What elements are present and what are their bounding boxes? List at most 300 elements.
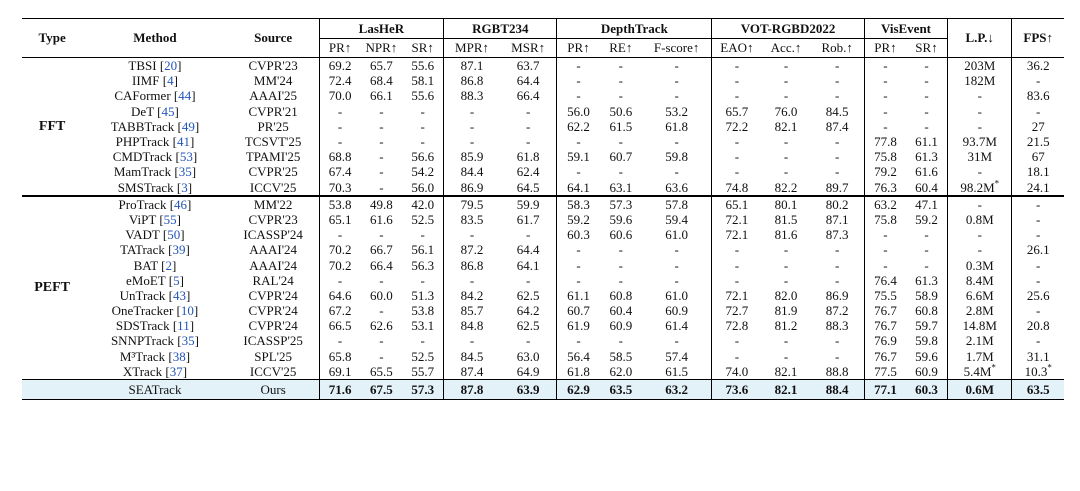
method-cell: M³Track [38]: [119, 348, 191, 364]
table-row: [22, 242, 1064, 257]
value-cell: 88.3: [444, 88, 500, 103]
table-row: [22, 119, 1064, 134]
lp-value: -: [977, 103, 982, 119]
value-cell: 61.1: [915, 134, 938, 150]
value-cell: 61.5: [609, 118, 633, 134]
value-cell: 79.2: [864, 164, 906, 179]
citation-ref: 11: [177, 318, 190, 334]
value-cell: 62.2: [557, 119, 600, 134]
table-row: [22, 349, 1064, 364]
fps-cell: [1012, 88, 1064, 103]
value-cell: 70.2: [319, 242, 361, 257]
table-row: [22, 134, 1064, 149]
value-cell: 64.1: [557, 180, 600, 196]
lp-value: 2.8M: [965, 303, 994, 319]
value-cell: 66.4: [370, 257, 393, 273]
method-name: VADT: [125, 227, 160, 243]
value-cell: -: [834, 242, 840, 258]
value-cell: -: [674, 134, 679, 150]
value-cell: 60.9: [609, 318, 633, 334]
lp-value: 8.4M: [965, 272, 994, 288]
value-cell: -: [674, 257, 679, 273]
value-cell: 64.9: [516, 363, 540, 379]
value-cell: -: [618, 242, 623, 258]
value-cell: -: [712, 242, 762, 257]
value-cell: 76.7: [864, 349, 906, 364]
method-cell: UnTrack [43]: [119, 287, 191, 303]
value-cell: -: [379, 103, 384, 119]
value-cell: -: [924, 118, 929, 134]
value-cell: 62.4: [516, 164, 540, 180]
value-cell: 84.5: [444, 349, 500, 364]
value-cell: -: [557, 257, 600, 272]
table-row: [22, 227, 1064, 242]
value-cell: -: [834, 333, 840, 349]
value-cell: 61.9: [557, 318, 600, 333]
fps-cell: [1012, 303, 1064, 318]
value-cell: 68.4: [370, 73, 393, 89]
value-cell: 64.5: [516, 179, 540, 195]
value-cell: -: [924, 242, 929, 258]
fps-value: -: [1036, 196, 1041, 212]
citation-ref: 41: [176, 134, 190, 150]
method-name: MamTrack: [113, 164, 172, 180]
fps-value: 27: [1031, 118, 1045, 134]
value-cell: 63.6: [665, 179, 689, 195]
value-cell: 65.8: [319, 349, 361, 364]
value-cell: 76.7: [864, 303, 906, 318]
metric-header: PR↑: [557, 39, 600, 58]
value-cell: -: [783, 88, 789, 104]
citation-ref: 20: [164, 58, 178, 74]
value-cell: -: [525, 333, 531, 349]
value-cell: 49.8: [370, 196, 393, 212]
value-cell: -: [379, 118, 384, 134]
method-name: SDSTrack: [115, 318, 170, 334]
value-cell: 86.8: [444, 257, 500, 272]
value-cell: -: [864, 88, 906, 103]
lp-value: 2.1M: [965, 333, 994, 349]
method-source: CVPR'23: [248, 211, 298, 227]
fps-cell: [1012, 58, 1064, 74]
method-source: AAAI'25: [249, 88, 298, 104]
value-cell: 60.7: [609, 149, 633, 165]
value-cell: -: [783, 333, 789, 349]
value-cell: 87.8: [444, 379, 500, 399]
value-cell: -: [319, 333, 361, 348]
value-cell: -: [712, 58, 762, 74]
fps-cell: [1012, 242, 1064, 257]
citation-ref: 50: [167, 227, 181, 243]
value-cell: 88.8: [825, 363, 849, 379]
metric-header: RE↑: [609, 40, 633, 55]
method-name: CAFormer: [114, 88, 171, 104]
value-cell: 56.3: [411, 257, 435, 273]
value-cell: -: [834, 58, 840, 74]
citation-ref: 35: [178, 164, 192, 180]
value-cell: -: [444, 273, 500, 288]
value-cell: -: [924, 257, 929, 273]
value-cell: 87.2: [825, 303, 849, 319]
lp-cell: [948, 242, 1012, 257]
value-cell: 84.2: [444, 288, 500, 303]
value-cell: -: [618, 58, 623, 74]
value-cell: -: [924, 73, 929, 89]
method-cell: DeT [45]: [131, 103, 179, 119]
value-cell: -: [618, 134, 623, 150]
lp-cell: [948, 333, 1012, 348]
fps-value: -: [1036, 257, 1041, 273]
method-cell: ProTrack [46]: [118, 196, 192, 212]
value-cell: -: [924, 58, 929, 74]
value-cell: 61.3: [915, 149, 938, 165]
metric-header: EAO↑: [712, 39, 762, 58]
value-cell: -: [834, 88, 840, 104]
value-cell: 65.7: [712, 104, 762, 119]
citation-ref: 46: [174, 196, 188, 212]
value-cell: 57.3: [609, 196, 633, 212]
value-cell: 63.5: [600, 379, 643, 399]
value-cell: -: [712, 257, 762, 272]
value-cell: -: [319, 227, 361, 242]
method-cell: VADT [50]: [125, 227, 185, 243]
fps-value: -: [1036, 73, 1041, 89]
fps-value: 26.1: [1026, 242, 1050, 258]
lp-value: 1.7M: [965, 348, 994, 364]
value-cell: 60.9: [665, 303, 689, 319]
metric-header: SR↑: [915, 40, 938, 55]
value-cell: 86.9: [444, 180, 500, 196]
lp-value: -: [977, 88, 982, 104]
value-cell: 61.3: [915, 272, 938, 288]
metric-header: NPR↑: [365, 40, 398, 55]
value-cell: 70.3: [319, 180, 361, 196]
method-name: M³Track: [119, 348, 166, 364]
value-cell: -: [674, 88, 679, 104]
value-cell: 59.7: [915, 318, 938, 334]
value-cell: -: [783, 348, 789, 364]
value-cell: 56.0: [411, 179, 435, 195]
group-depthtrack-header: DepthTrack: [557, 19, 712, 39]
value-cell: -: [783, 149, 789, 165]
lp-cell: [948, 364, 1012, 380]
table-row: [22, 212, 1064, 227]
value-cell: 72.1: [712, 288, 762, 303]
value-cell: 65.5: [370, 363, 393, 379]
lp-cell: [948, 212, 1012, 227]
fps-value: 18.1: [1026, 164, 1050, 180]
value-cell: 60.4: [915, 179, 938, 195]
value-cell: 61.4: [665, 318, 689, 334]
fps-cell: [1012, 180, 1064, 196]
value-cell: -: [834, 272, 840, 288]
value-cell: 69.2: [319, 58, 361, 74]
method-source: PR'25: [257, 118, 289, 134]
value-cell: 61.8: [516, 149, 540, 165]
method-name: DeT: [131, 103, 154, 119]
method-name: TATrack: [120, 242, 165, 258]
value-cell: 75.5: [864, 288, 906, 303]
ours-section: [22, 379, 1064, 399]
value-cell: 87.1: [825, 211, 849, 227]
citation-ref: 37: [169, 363, 183, 379]
value-cell: 77.5: [864, 364, 906, 380]
value-cell: 61.1: [557, 288, 600, 303]
value-cell: 56.4: [557, 349, 600, 364]
value-cell: -: [924, 103, 929, 119]
value-cell: -: [783, 164, 789, 180]
value-cell: -: [618, 272, 623, 288]
value-cell: 61.5: [665, 363, 689, 379]
citation-ref: 45: [161, 103, 175, 119]
value-cell: -: [420, 333, 425, 349]
method-source: RAL'24: [252, 272, 294, 288]
value-cell: -: [379, 272, 384, 288]
method-source: AAAI'24: [249, 242, 298, 258]
metric-header: Acc.↑: [770, 40, 802, 55]
citation-ref: 35: [181, 333, 195, 349]
lp-value: -: [977, 118, 982, 134]
value-cell: 62.5: [516, 287, 540, 303]
lp-cell: [948, 119, 1012, 134]
value-cell: 60.0: [370, 287, 393, 303]
value-cell: 75.8: [864, 149, 906, 164]
fps-cell: [1012, 318, 1064, 333]
method-cell: BAT [2]: [133, 257, 177, 273]
value-cell: -: [557, 273, 600, 288]
value-cell: 68.8: [319, 149, 361, 164]
value-cell: 58.3: [557, 196, 600, 212]
lp-cell: [948, 288, 1012, 303]
value-cell: 63.1: [609, 179, 633, 195]
method-source: CVPR'23: [248, 58, 298, 74]
fps-value: -: [1036, 303, 1041, 319]
method-name: IIMF: [132, 73, 160, 89]
value-cell: 66.4: [516, 88, 540, 104]
value-cell: -: [379, 149, 384, 165]
value-cell: 86.9: [825, 287, 849, 303]
lp-cell: [948, 164, 1012, 179]
method-cell: SDSTrack [11]: [115, 318, 195, 334]
value-cell: -: [834, 134, 840, 150]
method-name: SNNPTrack: [110, 333, 175, 349]
fps-value: -: [1036, 227, 1041, 243]
lp-value: 31M: [967, 149, 993, 165]
value-cell: 63.2: [864, 196, 906, 212]
value-cell: 81.9: [774, 303, 798, 319]
fps-cell: [1012, 288, 1064, 303]
value-cell: -: [783, 134, 789, 150]
value-cell: 61.7: [516, 211, 540, 227]
value-cell: 52.5: [411, 348, 435, 364]
value-cell: 51.3: [411, 287, 435, 303]
method-cell: eMoET [5]: [126, 272, 184, 288]
value-cell: 64.4: [516, 242, 540, 258]
value-cell: 84.5: [825, 103, 849, 119]
type-label: PEFT: [34, 280, 71, 296]
value-cell: -: [420, 134, 425, 150]
fps-cell: [1012, 119, 1064, 134]
value-cell: 60.6: [609, 227, 633, 243]
value-cell: 87.1: [444, 58, 500, 74]
value-cell: -: [674, 164, 679, 180]
citation-ref: 4: [167, 73, 174, 89]
value-cell: -: [420, 118, 425, 134]
value-cell: 75.8: [864, 212, 906, 227]
value-cell: 77.8: [864, 134, 906, 149]
value-cell: 76.9: [864, 333, 906, 348]
metric-header: MSR↑: [511, 40, 546, 55]
value-cell: 67.2: [319, 303, 361, 318]
method-source: ICCV'25: [249, 179, 297, 195]
value-cell: -: [444, 104, 500, 119]
group-rgbt234-header: RGBT234: [444, 19, 557, 39]
lp-value: -: [977, 242, 982, 258]
value-cell: 81.6: [774, 227, 798, 243]
table-row: [22, 164, 1064, 179]
value-cell: 55.7: [411, 363, 435, 379]
results-table-container: [22, 18, 1064, 400]
citation-ref: 49: [181, 118, 195, 134]
value-cell: 55.6: [411, 58, 435, 74]
value-cell: 70.0: [319, 88, 361, 103]
value-cell: -: [557, 58, 600, 74]
lp-value: 6.6M: [965, 287, 994, 303]
group-lasher-header: LasHeR: [319, 19, 444, 39]
value-cell: 59.8: [915, 333, 938, 349]
value-cell: 59.6: [915, 348, 938, 364]
table-row: [22, 288, 1064, 303]
value-cell: 76.7: [864, 318, 906, 333]
fps-cell: [1012, 73, 1064, 88]
table-row: [22, 149, 1064, 164]
lp-cell: [948, 196, 1012, 212]
method-cell: TABBTrack [49]: [110, 118, 200, 134]
value-cell: -: [319, 119, 361, 134]
value-cell: 61.0: [665, 227, 689, 243]
citation-ref: 10: [180, 303, 194, 319]
value-cell: 88.4: [810, 379, 864, 399]
value-cell: -: [712, 349, 762, 364]
citation-ref: 44: [178, 88, 192, 104]
value-cell: 56.1: [411, 242, 435, 258]
lp-cell: [948, 73, 1012, 88]
method-cell: ViPT [55]: [128, 211, 181, 227]
method-cell: CAFormer [44]: [114, 88, 196, 104]
metric-header: PR↑: [319, 39, 361, 58]
fps-cell: [1012, 257, 1064, 272]
lp-cell: [948, 104, 1012, 119]
fps-value: 20.8: [1026, 318, 1050, 334]
value-cell: 58.1: [411, 73, 435, 89]
value-cell: -: [712, 333, 762, 348]
value-cell: 56.6: [411, 149, 435, 165]
value-cell: -: [444, 227, 500, 242]
value-cell: -: [557, 88, 600, 103]
fps-cell: [1012, 273, 1064, 288]
value-cell: -: [864, 119, 906, 134]
value-cell: -: [712, 149, 762, 164]
method-cell: PHPTrack [41]: [115, 134, 195, 150]
value-cell: 67.5: [361, 379, 403, 399]
col-fps-header: FPS↑: [1012, 19, 1064, 58]
value-cell: 60.8: [609, 287, 633, 303]
fps-value: -: [1036, 103, 1041, 119]
value-cell: 63.0: [516, 348, 540, 364]
value-cell: 87.4: [444, 364, 500, 380]
method-name: TABBTrack: [110, 118, 175, 134]
method-source: SPL'25: [254, 348, 292, 364]
lp-cell: [948, 88, 1012, 103]
value-cell: -: [379, 164, 384, 180]
value-cell: 53.2: [665, 103, 689, 119]
table-row: [22, 257, 1064, 272]
lp-value: 182M: [964, 73, 996, 89]
value-cell: 72.2: [712, 119, 762, 134]
value-cell: -: [712, 134, 762, 149]
method-cell: SNNPTrack [35]: [110, 333, 199, 349]
lp-cell: 0.6M: [948, 379, 1012, 399]
value-cell: -: [618, 333, 623, 349]
method-cell: XTrack [37]: [122, 363, 188, 379]
value-cell: 72.4: [319, 73, 361, 88]
value-cell: 60.9: [915, 363, 938, 379]
method-name: XTrack: [122, 363, 163, 379]
method-source: AAAI'24: [249, 257, 298, 273]
value-cell: -: [864, 58, 906, 74]
value-cell: -: [783, 257, 789, 273]
value-cell: 74.8: [712, 180, 762, 196]
fps-value: 83.6: [1026, 88, 1050, 104]
value-cell: -: [864, 104, 906, 119]
value-cell: 61.8: [665, 118, 689, 134]
table-row: [22, 104, 1064, 119]
fps-footnote-mark: *: [1047, 363, 1052, 373]
value-cell: 87.3: [825, 227, 849, 243]
value-cell: 72.1: [712, 212, 762, 227]
value-cell: 80.2: [825, 196, 849, 212]
value-cell: 59.4: [665, 211, 689, 227]
lp-cell: [948, 149, 1012, 164]
citation-ref: 55: [163, 211, 177, 227]
fps-value: -: [1036, 333, 1041, 349]
table-row: [22, 318, 1064, 333]
metric-header: MPR↑: [444, 39, 500, 58]
value-cell: 56.0: [557, 104, 600, 119]
value-cell: -: [834, 149, 840, 165]
table-row: [22, 88, 1064, 103]
table-row: [22, 73, 1064, 88]
method-source: CVPR'21: [248, 103, 298, 119]
value-cell: -: [864, 242, 906, 257]
value-cell: -: [864, 227, 906, 242]
value-cell: 82.0: [774, 287, 798, 303]
value-cell: 72.1: [712, 227, 762, 242]
value-cell: -: [557, 242, 600, 257]
lp-value: 0.3M: [965, 257, 994, 273]
method-source: Ours: [228, 379, 319, 399]
value-cell: 82.2: [774, 179, 798, 195]
fps-cell: [1012, 196, 1064, 212]
lp-value: -: [977, 227, 982, 243]
value-cell: 59.1: [557, 149, 600, 164]
method-name: BAT: [133, 257, 158, 273]
value-cell: -: [674, 73, 679, 89]
fps-value: 31.1: [1026, 348, 1050, 364]
fps-value: 25.6: [1026, 287, 1050, 303]
lp-cell: [948, 58, 1012, 74]
method-source: CVPR'24: [248, 303, 298, 319]
